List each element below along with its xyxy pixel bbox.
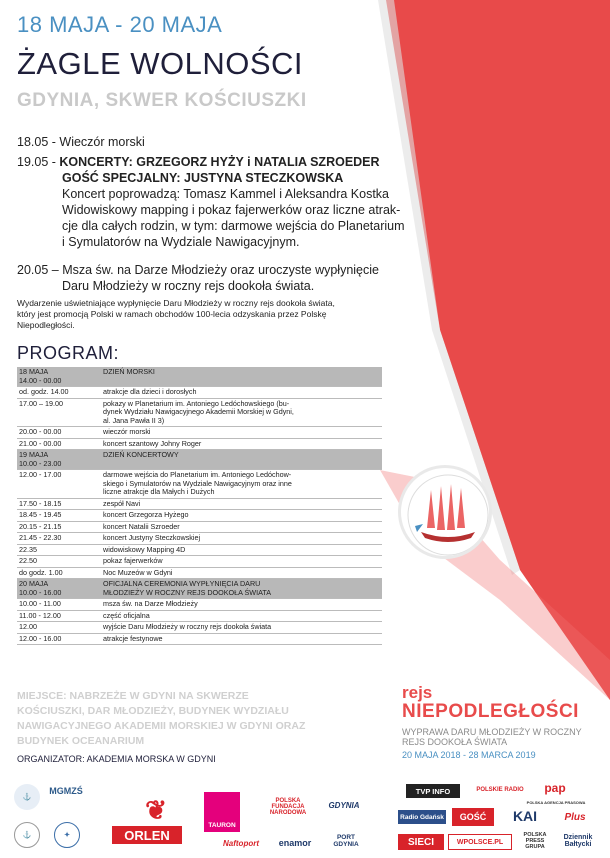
- plus-radio-logo: Plus: [564, 811, 586, 823]
- schedule-day-2: [17, 154, 405, 250]
- program-day-header-row: [17, 579, 382, 599]
- day-2-line-4: i Symulatorów na Wydziale Nawigacyjnym.: [62, 235, 300, 249]
- program-row: [17, 470, 382, 499]
- sponsor-bar: [0, 770, 610, 858]
- program-row: [17, 398, 382, 427]
- program-row: [17, 544, 382, 556]
- event-location: GDYNIA, SKWER KOŚCIUSZKI: [17, 90, 307, 111]
- program-event: atrakcje festynowe: [101, 633, 382, 645]
- program-row: [17, 438, 382, 450]
- program-row: [17, 599, 382, 611]
- program-event: koncert Natalii Szroeder: [101, 521, 382, 533]
- program-event: pokaz fajerwerków: [101, 556, 382, 568]
- program-row: [17, 427, 382, 439]
- program-event: atrakcje dla dzieci i dorosłych: [101, 387, 382, 399]
- mgmzs-logo-icon: ⚓: [14, 784, 40, 810]
- rejs-niepodleglosci-logo: [402, 683, 592, 760]
- day-2-headliners: KONCERTY: GRZEGORZ HYŻY i NATALIA SZROEDER: [59, 155, 380, 169]
- day-3-line-1: Msza św. na Darze Młodzieży oraz uroczyste wypłynięcie: [62, 263, 379, 277]
- program-row: [17, 567, 382, 579]
- program-time: do godz. 1.00: [17, 567, 101, 579]
- day-2-line-1: Koncert poprowadzą: Tomasz Kammel i Aleksandra Kostka: [62, 187, 390, 201]
- program-time: 12.00 - 17.00: [17, 470, 101, 499]
- program-day-header-row: [17, 450, 382, 470]
- program-event: darmowe wejścia do Planetarium im. Antoniego Ledóchow- skiego i Symulatorów na Wydziale Nawigacyjnym oraz inne liczne atrakcje dla Małych i Dużych: [101, 470, 382, 499]
- polskie-radio-logo: POLSKIE RADIO: [476, 787, 524, 793]
- program-time: 21.00 - 00.00: [17, 438, 101, 450]
- day-2-guest: GOŚĆ SPECJALNY: JUSTYNA STECZKOWSKA: [62, 171, 344, 185]
- orlen-logo: ORLEN: [112, 826, 182, 844]
- day-2-line-3: cje dla całych rodzin, w tym: darmowe wejścia do Planetarium: [62, 219, 405, 233]
- schedule-day-1: [17, 134, 145, 150]
- pap-logo: pap: [544, 781, 566, 795]
- program-row: [17, 533, 382, 545]
- program-event: Noc Muzeów w Gdyni: [101, 567, 382, 579]
- program-event: msza św. na Darze Młodzieży: [101, 599, 382, 611]
- program-event: zespół Navi: [101, 498, 382, 510]
- program-row: [17, 633, 382, 645]
- program-time: 22.35: [17, 544, 101, 556]
- program-event: widowiskowy Mapping 4D: [101, 544, 382, 556]
- rejs-dates: 20 MAJA 2018 - 28 MARCA 2019: [402, 750, 536, 760]
- organizer-text: ORGANIZATOR: AKADEMIA MORSKA W GDYNI: [17, 754, 216, 764]
- program-event: koncert szantowy Johny Roger: [101, 438, 382, 450]
- rejs-word: rejs: [402, 683, 433, 702]
- tvp-info-logo: TVP INFO: [406, 784, 460, 798]
- polska-press-logo: POLSKA PRESS GRUPA: [523, 832, 547, 850]
- port-gdynia-logo: PORT GDYNIA: [333, 834, 359, 848]
- pfn-text: POLSKA FUNDACJA NARODOWA: [269, 798, 307, 816]
- pfn-logo: [268, 790, 308, 824]
- program-row: [17, 622, 382, 634]
- program-event: koncert Grzegorza Hyżego: [101, 510, 382, 522]
- program-time: 12.00: [17, 622, 101, 634]
- program-event: część oficjalna: [101, 610, 382, 622]
- program-event: OFICJALNA CEREMONIA WYPŁYNIĘCIA DARU MŁODZIEŻY W ROCZNY REJS DOOKOŁA ŚWIATA: [101, 579, 382, 599]
- program-time: 21.45 - 22.30: [17, 533, 101, 545]
- program-day-header-row: [17, 367, 382, 387]
- program-time: 20.15 - 21.15: [17, 521, 101, 533]
- event-title: ŻAGLE WOLNOŚCI: [17, 46, 304, 81]
- day-3-date: 20.05 –: [17, 263, 59, 277]
- program-event: wyjście Daru Młodzieży w roczny rejs dookoła świata: [101, 622, 382, 634]
- niepodleglosci-word: NIEPODLEGŁOŚCI: [402, 701, 579, 722]
- program-time: 18 MAJA 14.00 - 00.00: [17, 367, 101, 387]
- program-time: 20.00 - 00.00: [17, 427, 101, 439]
- day-3-line-2: Daru Młodzieży w roczny rejs dookoła świata.: [62, 279, 315, 293]
- ship-emblem: [398, 465, 492, 559]
- kai-logo: KAI: [512, 808, 538, 824]
- orlen-eagle-icon: ❦: [145, 794, 167, 825]
- day-1-text: Wieczór morski: [59, 135, 145, 149]
- pap-subtitle: POLSKA AGENCJA PRASOWA: [526, 799, 586, 805]
- program-event: koncert Justyny Steczkowskiej: [101, 533, 382, 545]
- dziennik-baltycki-logo: Dziennik Bałtycki: [563, 834, 593, 848]
- sieci-logo: SIECI: [398, 834, 444, 850]
- tauron-logo: TAURON: [204, 792, 240, 832]
- rejs-subtitle: WYPRAWA DARU MŁODZIEŻY W ROCZNY REJS DOOKOŁA ŚWIATA: [402, 727, 582, 747]
- program-row: [17, 510, 382, 522]
- event-dates: 18 MAJA - 20 MAJA: [17, 12, 223, 37]
- day-2-line-2: Widowiskowy mapping i pokaz fajerwerków oraz liczne atrak-: [62, 203, 401, 217]
- gosc-logo: GOŚĆ: [452, 808, 494, 826]
- program-time: 18.45 - 19.45: [17, 510, 101, 522]
- program-event: pokazy w Planetarium im. Antoniego Ledóchowskiego (bu- dynek Wydziału Nawigacyjnego Akademii Morskiej w Gdyni, al. Jana Pawła II 3): [101, 398, 382, 427]
- program-time: 20 MAJA 10.00 - 16.00: [17, 579, 101, 599]
- program-table: [17, 367, 382, 645]
- day-1-date: 18.05 -: [17, 135, 56, 149]
- crest-seal-icon: ✦: [54, 822, 80, 848]
- program-time: 19 MAJA 10.00 - 23.00: [17, 450, 101, 470]
- program-event: DZIEŃ MORSKI: [101, 367, 382, 387]
- program-time: 10.00 - 11.00: [17, 599, 101, 611]
- akademia-morska-seal-icon: ⚓: [14, 822, 40, 848]
- program-time: od. godz. 14.00: [17, 387, 101, 399]
- day-2-date: 19.05 -: [17, 155, 56, 169]
- enamor-logo: enamor: [278, 838, 312, 848]
- program-time: 17.00 – 19.00: [17, 398, 101, 427]
- program-time: 22.50: [17, 556, 101, 568]
- mgmzs-logo: MGMZŚ: [49, 786, 83, 796]
- gdynia-logo: GDYNIA: [328, 800, 360, 810]
- event-note: Wydarzenie uświetniające wypłynięcie Daru Młodzieży w roczny rejs dookoła świata, który jest promocją Polski w ramach obchodów 100-lecia odzyskania przez Polskę Niepodległości.: [17, 298, 335, 330]
- radio-gdansk-logo: Radio Gdańsk: [398, 810, 446, 824]
- wpolsce-logo: WPOLSCE.PL: [448, 834, 512, 850]
- program-heading: PROGRAM:: [17, 343, 120, 363]
- program-time: 17.50 - 18.15: [17, 498, 101, 510]
- program-row: [17, 610, 382, 622]
- schedule-day-3: [17, 262, 379, 294]
- program-time: 11.00 - 12.00: [17, 610, 101, 622]
- program-row: [17, 556, 382, 568]
- program-event: wieczór morski: [101, 427, 382, 439]
- program-time: 12.00 - 16.00: [17, 633, 101, 645]
- program-row: [17, 387, 382, 399]
- naftoport-logo: Naftoport: [223, 838, 259, 848]
- program-row: [17, 498, 382, 510]
- program-row: [17, 521, 382, 533]
- program-event: DZIEŃ KONCERTOWY: [101, 450, 382, 470]
- venue-text: MIEJSCE: NABRZEŻE W GDYNI NA SKWERZE KOŚCIUSZKI, DAR MŁODZIEŻY, BUDYNEK WYDZIAŁU NAWIGACYJNEGO AKADEMII MORSKIEJ W GDYNI ORAZ BUDYNEK OCEANARIUM: [17, 690, 306, 747]
